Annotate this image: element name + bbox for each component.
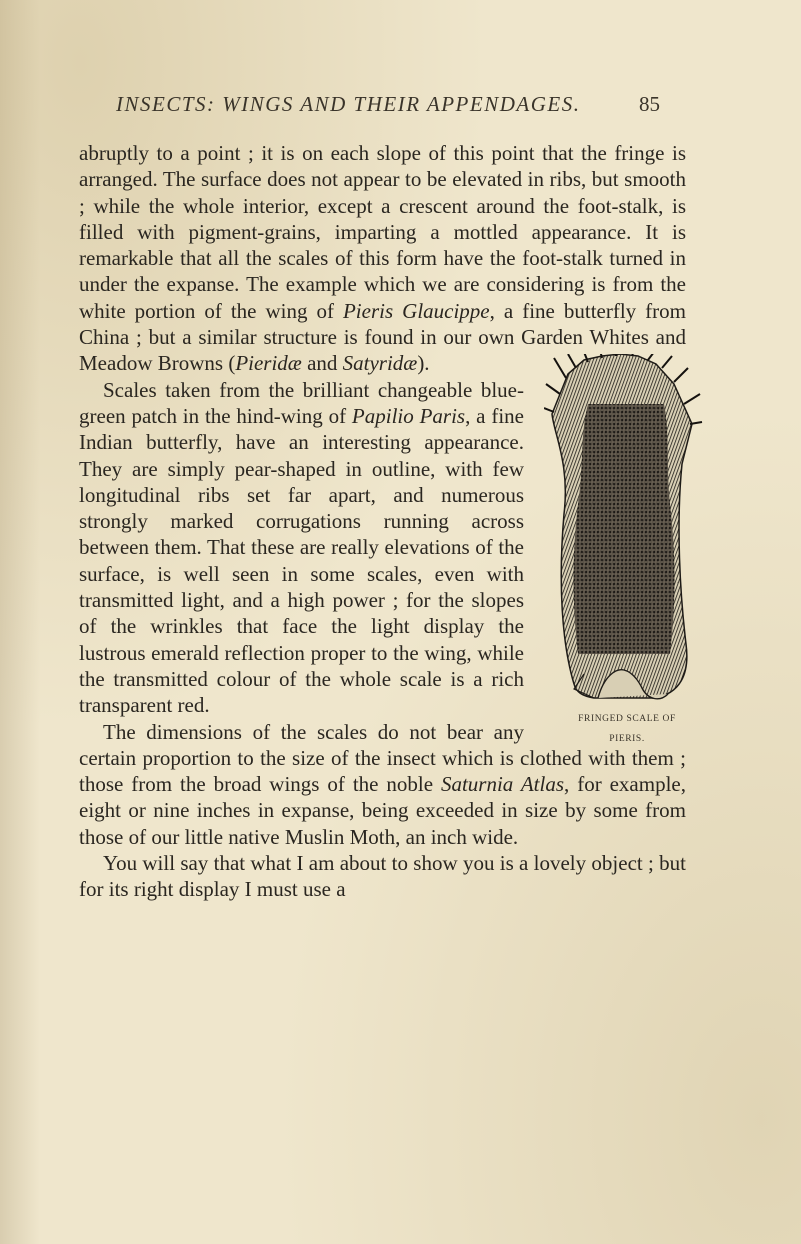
species-name: Saturnia Atlas bbox=[440, 772, 565, 797]
text-run: , a fine Indian butterfly, have an interesting appearance. They are simply pear-shaped in outline, with few longitudinal ribs set far apart, and numerous strongly marked corrugations running across between them. That these are really elevations of the surface, is well seen in some scales, even with transmitted light, and a high power ; for the slopes of the wrinkles that face the light display the lustrous emerald reflection proper to the wing, while the transmitted colour of the whole scale is a rich transparent red. bbox=[79, 403, 524, 718]
text-run: abruptly to a point ; it is on each slope of this point that the fringe is arranged. The surface does not appear to be elevated in ribs, but smooth ; while the whole interior, except a crescent around the foot-stalk, is filled with pigment-grains, imparting a mottled appearance. It is remarkable that all the scales of this form have the foot-stalk turned in under the expanse. The example which we are considering is from the white portion of the wing of bbox=[79, 141, 686, 323]
figure-fringed-scale bbox=[538, 354, 716, 745]
text-run: You will say that what I am about to show you is a lovely object ; but for its right display I must use a bbox=[79, 851, 686, 902]
text-run: ). bbox=[417, 351, 430, 376]
family-name: Pieridæ bbox=[235, 351, 302, 376]
fringed-scale-illustration bbox=[544, 354, 704, 706]
figure-caption bbox=[538, 709, 716, 749]
species-name: Papilio Paris bbox=[351, 403, 466, 428]
body-text bbox=[79, 140, 686, 903]
species-name: Pieris Glaucippe bbox=[342, 298, 490, 323]
caption-line: PIERIS. bbox=[609, 734, 645, 745]
text-run: Scales taken from the brilliant changeable blue-green patch in the hind-wing of bbox=[79, 377, 524, 428]
text-run: , for example, eight or nine inches in expanse, being exceeded in size by some from those of our little native Muslin Moth, an inch wide. bbox=[79, 772, 686, 849]
caption-line: FRINGED SCALE OF bbox=[578, 714, 676, 725]
text-run: , a fine butterfly from China ; but a similar structure is found in our own Garden Whites and Meadow Browns ( bbox=[79, 298, 687, 376]
family-name: Satyridæ bbox=[342, 351, 418, 376]
page-number: 85 bbox=[639, 92, 660, 116]
text-run: The dimensions of the scales do not bear any certain proportion to the size of the insect which is clothed with them ; those from the broad wings of the noble bbox=[79, 719, 686, 797]
paragraph-4 bbox=[79, 850, 686, 903]
text-run: and bbox=[301, 351, 343, 376]
running-head: INSECTS: WINGS AND THEIR APPENDAGES. bbox=[116, 92, 581, 116]
